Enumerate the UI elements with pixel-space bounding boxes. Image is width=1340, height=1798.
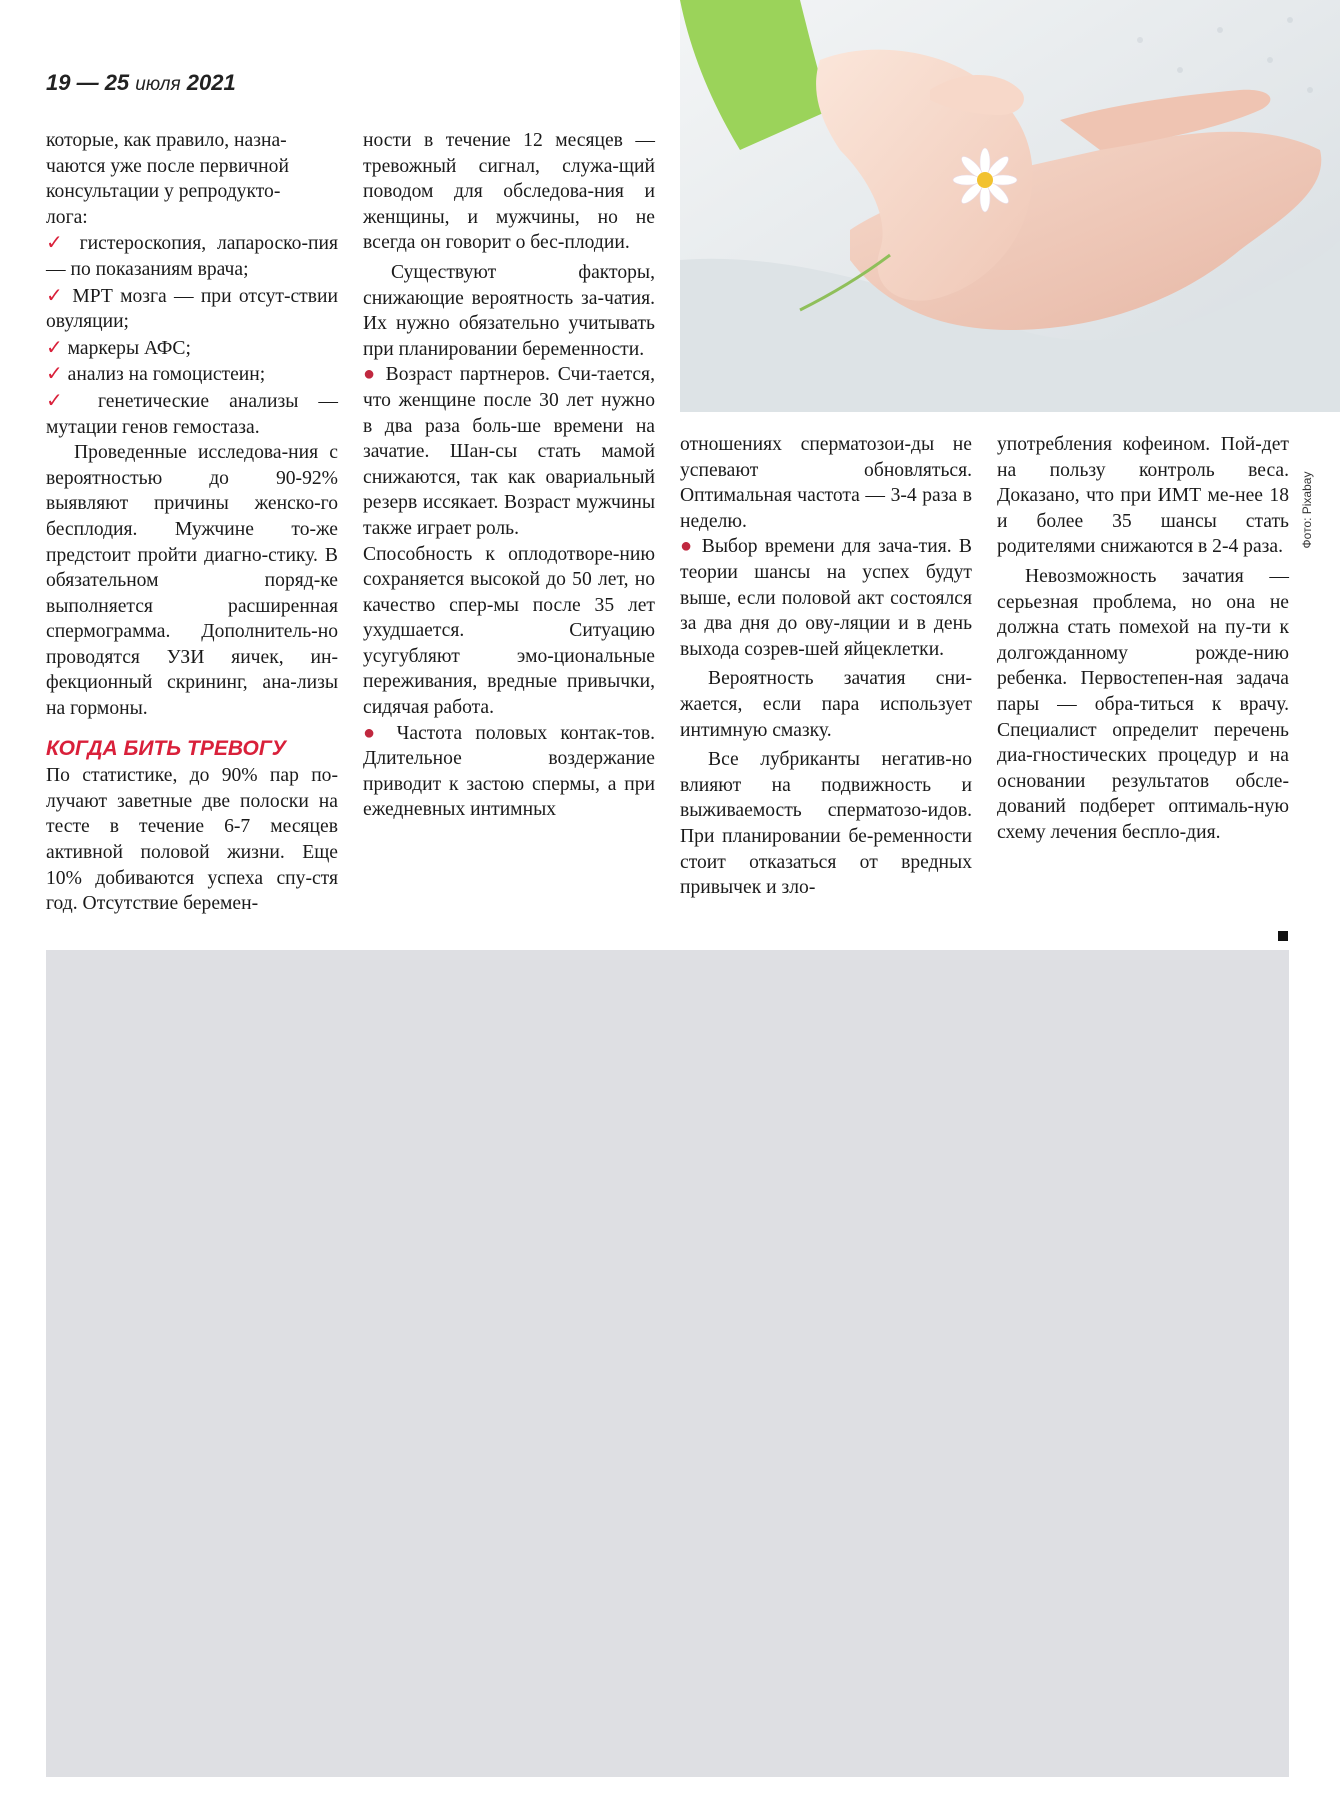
paragraph: Все лубриканты негатив-но влияют на подвижность и выживаемость сперматозо-идов. При планировании бе-ременности стоит отказаться от вредных привычек и зло-	[680, 749, 972, 899]
col1-line-3: консультации у репродукто-	[46, 181, 281, 203]
bullet-dot-icon: ●	[680, 535, 695, 558]
section-heading: КОГДА БИТЬ ТРЕВОГУ	[46, 736, 286, 760]
date-month: июля	[135, 74, 181, 95]
column-1	[46, 128, 338, 917]
column-4	[997, 432, 1289, 846]
col1-line-1: которые, как правило, назна-	[46, 130, 287, 151]
column-2	[363, 128, 655, 823]
bullet-item	[680, 534, 972, 662]
checklist-item	[46, 230, 338, 282]
paragraph: употребления кофеином. Пой-дет на пользу контроль веса. Доказано, что при ИМТ ме-нее 18 и более 35 шансы стать родителями снижаются в 2-4 раза.	[997, 434, 1289, 558]
checklist-text: гистероскопия, лапароско-пия — по показаниям врача;	[46, 233, 338, 280]
checkmark-icon: ✓	[46, 230, 69, 255]
checklist-text: маркеры АФС;	[67, 337, 191, 359]
bullet-dot-icon: ●	[363, 721, 384, 744]
col1-line-4: лога:	[46, 206, 88, 228]
paragraph: Невозможность зачатия — серьезная проблема, но она не должна стать помехой на пу-ти к долгожданному рожде-нию ребенка. Первостепен-ная задача пары — обра-титься к врачу. Специалист определит перечень диа-гностических процедур и на основании результатов обсле-дований подберет оптималь-ную схему лечения беспло-дия.	[997, 565, 1289, 843]
paragraph: ности в течение 12 месяцев — тревожный сигнал, служа-щий поводом для обследова-ния и женщины, и мужчины, но не всегда он говорит о бес-плодии.	[363, 130, 655, 254]
bullet-text: Выбор времени для зача-тия. В теории шансы на успех будут выше, если половой акт состоялся за два дня до ову-ляции и в день выхода созрев-шей яйцеклетки.	[680, 536, 972, 660]
bullet-item	[363, 721, 655, 823]
paragraph: Существуют факторы, снижающие вероятность за-чатия. Их нужно обязательно учитывать при планировании беременности.	[363, 261, 655, 360]
advertisement-placeholder	[46, 950, 1289, 1777]
date-year: 2021	[186, 70, 236, 95]
bullet-text: Возраст партнеров. Счи-тается, что женщине после 30 лет нужно в два раза боль-ше времени на зачатие. Шан-сы стать мамой снижаются, так как овариальный резерв иссякает. Возраст мужчины также играет роль.	[363, 364, 655, 539]
checklist-text: МРТ мозга — при отсут-ствии овуляции;	[46, 285, 338, 333]
checklist-item	[46, 283, 338, 335]
paragraph: Проведенные исследова-ния с вероятностью до 90-92% выявляют причины женско-го бесплодия. Мужчине то-же предстоит пройти диагно-стику. В обязательном поряд-ке выполняется расширенная спермограмма. Дополнитель-но проводятся УЗИ яичек, ин-фекционный скрининг, ана-лизы на гормоны.	[46, 442, 338, 720]
issue-date	[46, 70, 236, 96]
hands-with-daisy-photo	[680, 0, 1340, 412]
bullet-text: Частота половых контак-тов. Длительное воздержание приводит к застою спермы, а при ежедневных интимных	[363, 722, 655, 821]
col1-line-2: чаются уже после первичной	[46, 155, 289, 177]
checklist-text: анализ на гомоцистеин;	[67, 364, 266, 386]
photo-credit-text: Фото: Pixabay	[1300, 471, 1314, 549]
photo-credit	[1297, 450, 1317, 570]
checklist-item	[46, 388, 338, 440]
column-3	[680, 432, 972, 901]
paragraph: отношениях сперматозои-ды не успевают обновляться. Оптимальная частота — 3-4 раза в неделю.	[680, 434, 972, 532]
checklist-text: генетические анализы — мутации генов гемостаза.	[46, 390, 338, 438]
checkmark-icon: ✓	[46, 282, 66, 307]
checklist-item	[46, 335, 338, 362]
bullet-dot-icon: ●	[363, 363, 378, 386]
paragraph: Вероятность зачатия сни-жается, если пара использует интимную смазку.	[680, 668, 972, 741]
paragraph: Способность к оплодотворе-нию сохраняется высокой до 50 лет, но качество спер-мы после 35 лет ухудшается. Ситуацию усугубляют эмо-циональные переживания, вредные привычки, сидячая работа.	[363, 543, 655, 719]
paragraph: По статистике, до 90% пар по-лучают заветные две полоски на тесте в течение 6-7 месяцев активной половой жизни. Еще 10% добиваются успеха спу-стя год. Отсутствие беремен-	[46, 765, 338, 915]
checkmark-icon: ✓	[46, 387, 78, 412]
end-of-article-mark	[1278, 931, 1288, 941]
checklist-item	[46, 361, 338, 388]
bullet-item	[363, 362, 655, 541]
date-range: 19 — 25	[46, 70, 130, 95]
checkmark-icon: ✓	[46, 334, 63, 359]
article-photo	[680, 0, 1340, 412]
checkmark-icon: ✓	[46, 361, 63, 386]
